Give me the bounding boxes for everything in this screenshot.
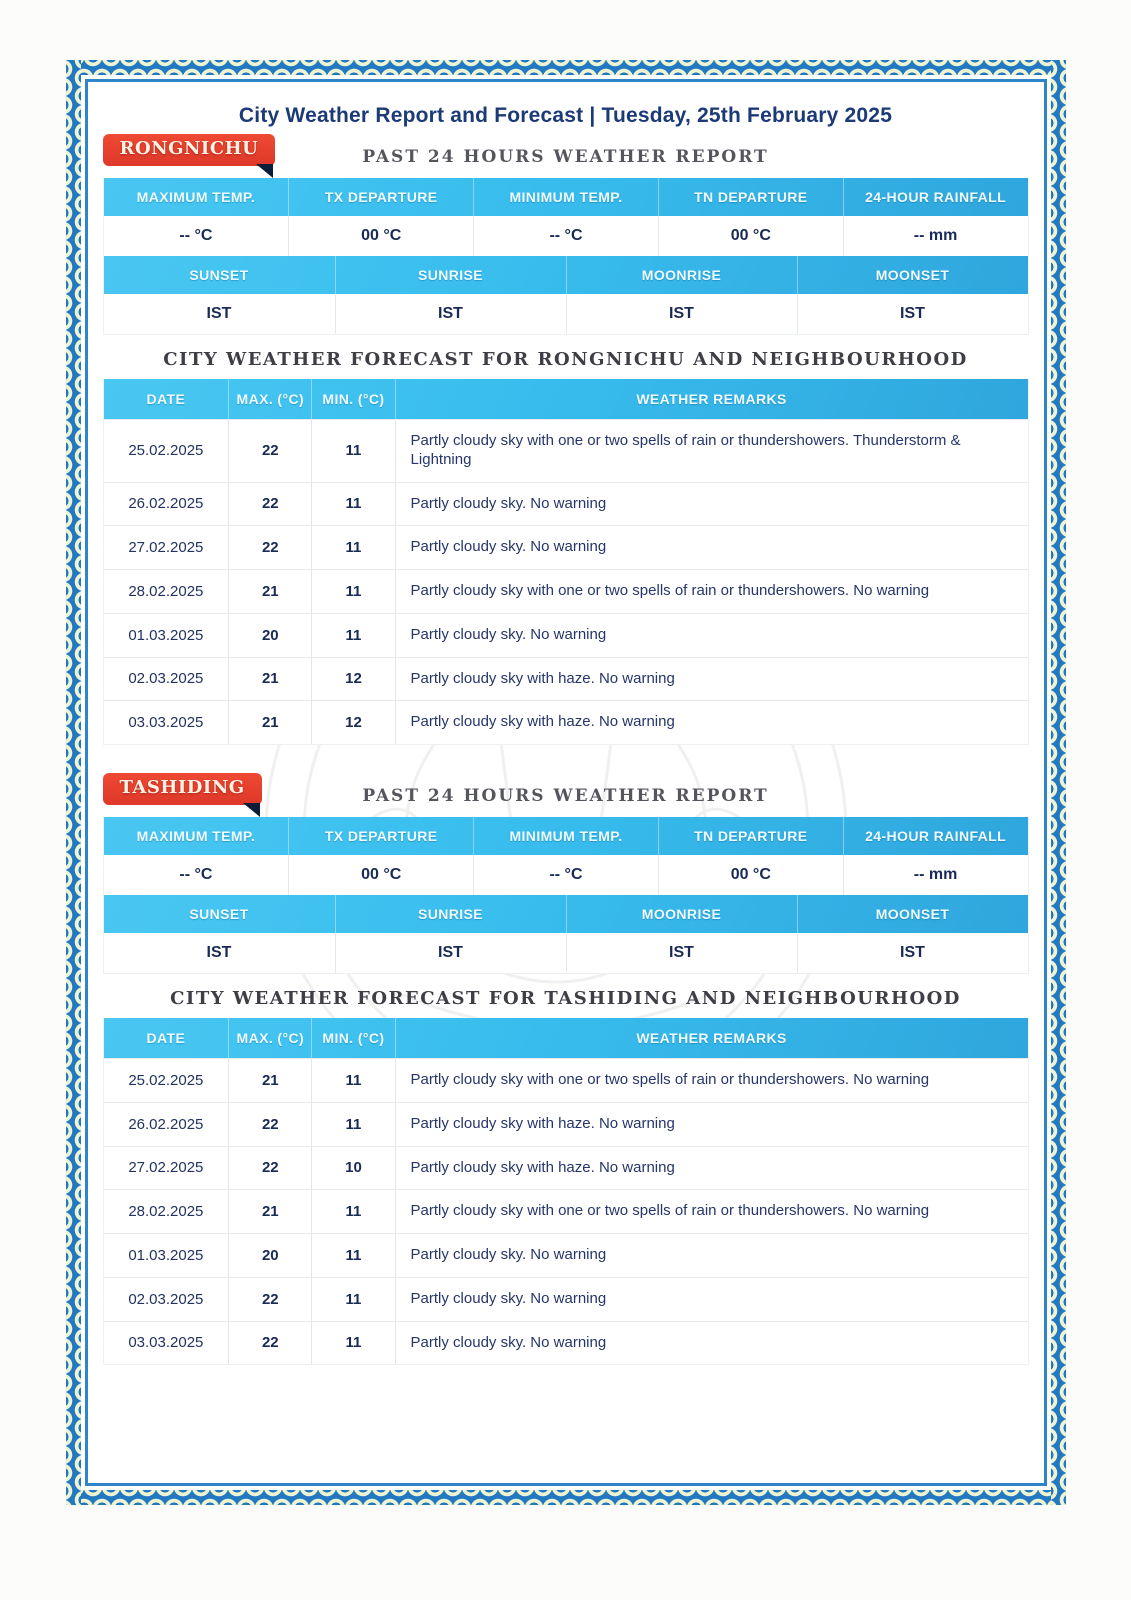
past24-heading: PAST 24 HOURS WEATHER REPORT	[362, 147, 769, 167]
past24-astro-value-cell: IST	[206, 305, 232, 322]
forecast-table-tashiding	[103, 1018, 1029, 1365]
past24-value-cell: -- mm	[843, 216, 1028, 256]
past24-temp-value-row	[104, 216, 1028, 256]
forecast-date-cell: 28.02.2025	[128, 582, 204, 600]
forecast-max-cell: 22	[228, 1278, 311, 1321]
past24-temp-value-row	[104, 855, 1028, 895]
forecast-remarks-cell: Partly cloudy sky. No warning	[395, 483, 1028, 526]
forecast-row	[104, 419, 1028, 482]
border-wave-top	[66, 60, 1066, 75]
forecast-remarks-cell: Partly cloudy sky with one or two spells of rain or thundershowers. Thunderstorm & Lightning	[395, 420, 1028, 482]
forecast-max-cell: 22	[228, 526, 311, 569]
forecast-heading-tashiding: CITY WEATHER FORECAST FOR TASHIDING AND NEIGHBOURHOOD	[170, 988, 961, 1009]
forecast-header-max: MAX. (°C)	[228, 1018, 311, 1058]
forecast-max-cell: 22	[228, 1103, 311, 1146]
forecast-date-cell: 02.03.2025	[128, 670, 204, 688]
forecast-max-cell: 21	[228, 658, 311, 701]
section-header-tashiding	[103, 771, 1029, 817]
forecast-min-cell: 11	[311, 570, 394, 613]
forecast-remarks-cell: Partly cloudy sky with one or two spells of rain or thundershowers. No warning	[395, 1190, 1028, 1233]
document-page	[66, 60, 1066, 1505]
forecast-row	[104, 1146, 1028, 1190]
city-ribbon-label: RONGNICHU	[119, 138, 259, 159]
forecast-min-cell: 11	[311, 1322, 394, 1365]
forecast-date-cell: 01.03.2025	[128, 626, 204, 644]
forecast-row	[104, 482, 1028, 526]
forecast-max-cell: 20	[228, 1234, 311, 1277]
forecast-max-cell: 20	[228, 614, 311, 657]
forecast-header-remarks: WEATHER REMARKS	[395, 379, 1028, 419]
past24-astro-header-cell: MOONRISE	[566, 895, 797, 933]
forecast-max-cell: 22	[228, 420, 311, 482]
forecast-row	[104, 1233, 1028, 1277]
forecast-remarks-cell: Partly cloudy sky with haze. No warning	[395, 658, 1028, 701]
forecast-header-min: MIN. (°C)	[311, 379, 394, 419]
forecast-remarks-cell: Partly cloudy sky. No warning	[395, 1234, 1028, 1277]
forecast-max-cell: 22	[228, 1147, 311, 1190]
past24-value-cell: 00 °C	[658, 855, 843, 895]
ribbon-fold-icon	[243, 803, 260, 817]
past24-header-cell: MAXIMUM TEMP.	[136, 189, 256, 205]
past24-value-cell: -- °C	[179, 866, 213, 883]
forecast-max-cell: 21	[228, 1190, 311, 1233]
forecast-remarks-cell: Partly cloudy sky with one or two spells of rain or thundershowers. No warning	[395, 570, 1028, 613]
forecast-row	[104, 1102, 1028, 1146]
forecast-row	[104, 1058, 1028, 1102]
forecast-table-rongnichu	[103, 379, 1029, 745]
forecast-min-cell: 11	[311, 420, 394, 482]
forecast-header-date: DATE	[146, 1030, 186, 1046]
forecast-remarks-cell: Partly cloudy sky with haze. No warning	[395, 1103, 1028, 1146]
past24-table-rongnichu	[103, 178, 1029, 335]
past24-astro-header-cell: SUNSET	[189, 906, 249, 922]
ribbon-fold-icon	[256, 164, 273, 178]
forecast-min-cell: 12	[311, 658, 394, 701]
forecast-min-cell: 11	[311, 526, 394, 569]
forecast-remarks-cell: Partly cloudy sky. No warning	[395, 1278, 1028, 1321]
past24-header-cell: TN DEPARTURE	[658, 178, 843, 216]
past24-value-cell: -- °C	[473, 855, 658, 895]
past24-value-cell: 00 °C	[288, 855, 473, 895]
forecast-remarks-cell: Partly cloudy sky. No warning	[395, 526, 1028, 569]
forecast-header-date: DATE	[146, 391, 186, 407]
forecast-date-cell: 28.02.2025	[128, 1203, 204, 1221]
forecast-header-row	[104, 379, 1028, 419]
past24-astro-value-cell: IST	[797, 933, 1028, 973]
forecast-header-max: MAX. (°C)	[228, 379, 311, 419]
city-ribbon-rongnichu	[103, 134, 276, 166]
past24-astro-value-cell: IST	[797, 294, 1028, 334]
forecast-header-remarks: WEATHER REMARKS	[395, 1018, 1028, 1058]
forecast-date-cell: 03.03.2025	[128, 714, 204, 732]
past24-astro-header-row	[104, 256, 1028, 294]
forecast-row	[104, 1321, 1028, 1365]
past24-heading: PAST 24 HOURS WEATHER REPORT	[362, 786, 769, 806]
past24-temp-header-row	[104, 178, 1028, 216]
forecast-min-cell: 12	[311, 701, 394, 744]
forecast-remarks-cell: Partly cloudy sky. No warning	[395, 1322, 1028, 1365]
forecast-date-cell: 02.03.2025	[128, 1290, 204, 1308]
forecast-max-cell: 21	[228, 570, 311, 613]
past24-astro-header-cell: MOONSET	[797, 895, 1028, 933]
forecast-min-cell: 10	[311, 1147, 394, 1190]
forecast-date-cell: 26.02.2025	[128, 495, 204, 513]
past24-header-cell: 24-HOUR RAINFALL	[843, 178, 1028, 216]
section-rongnichu	[103, 132, 1029, 745]
border-wave-right	[1051, 60, 1066, 1505]
forecast-remarks-cell: Partly cloudy sky. No warning	[395, 614, 1028, 657]
forecast-date-cell: 01.03.2025	[128, 1246, 204, 1264]
forecast-row	[104, 1189, 1028, 1233]
past24-astro-header-row	[104, 895, 1028, 933]
forecast-min-cell: 11	[311, 1103, 394, 1146]
forecast-max-cell: 21	[228, 1059, 311, 1102]
border-wave-left	[66, 60, 81, 1505]
forecast-heading-rongnichu: CITY WEATHER FORECAST FOR RONGNICHU AND NEIGHBOURHOOD	[163, 349, 968, 370]
forecast-min-cell: 11	[311, 483, 394, 526]
forecast-max-cell: 22	[228, 483, 311, 526]
past24-astro-value-cell: IST	[566, 294, 797, 334]
past24-header-cell: TN DEPARTURE	[658, 817, 843, 855]
forecast-min-cell: 11	[311, 1234, 394, 1277]
forecast-remarks-cell: Partly cloudy sky with one or two spells of rain or thundershowers. No warning	[395, 1059, 1028, 1102]
past24-header-cell: TX DEPARTURE	[288, 178, 473, 216]
past24-value-cell: -- mm	[843, 855, 1028, 895]
past24-astro-value-row	[104, 294, 1028, 334]
past24-astro-value-cell: IST	[566, 933, 797, 973]
past24-astro-header-cell: SUNRISE	[335, 256, 566, 294]
forecast-remarks-cell: Partly cloudy sky with haze. No warning	[395, 701, 1028, 744]
forecast-date-cell: 27.02.2025	[128, 1159, 204, 1177]
forecast-date-cell: 25.02.2025	[128, 1071, 204, 1089]
forecast-header-row	[104, 1018, 1028, 1058]
past24-value-cell: 00 °C	[658, 216, 843, 256]
past24-header-cell: MINIMUM TEMP.	[473, 817, 658, 855]
forecast-min-cell: 11	[311, 614, 394, 657]
forecast-min-cell: 11	[311, 1059, 394, 1102]
section-header-rongnichu	[103, 132, 1029, 178]
city-ribbon-label: TASHIDING	[119, 777, 245, 798]
past24-astro-value-cell: IST	[206, 944, 232, 961]
forecast-row	[104, 569, 1028, 613]
past24-value-cell: 00 °C	[288, 216, 473, 256]
forecast-date-cell: 25.02.2025	[128, 442, 204, 460]
forecast-row	[104, 525, 1028, 569]
past24-value-cell: -- °C	[473, 216, 658, 256]
page-content	[85, 79, 1047, 1486]
past24-header-cell: TX DEPARTURE	[288, 817, 473, 855]
past24-temp-header-row	[104, 817, 1028, 855]
forecast-row	[104, 657, 1028, 701]
page-inner-frame	[81, 75, 1051, 1490]
past24-header-cell: MAXIMUM TEMP.	[136, 828, 256, 844]
past24-astro-header-cell: MOONSET	[797, 256, 1028, 294]
city-ribbon-tashiding	[103, 773, 262, 805]
forecast-date-cell: 26.02.2025	[128, 1115, 204, 1133]
forecast-max-cell: 21	[228, 701, 311, 744]
forecast-min-cell: 11	[311, 1278, 394, 1321]
past24-header-cell: 24-HOUR RAINFALL	[843, 817, 1028, 855]
past24-table-tashiding	[103, 817, 1029, 974]
forecast-max-cell: 22	[228, 1322, 311, 1365]
forecast-header-min: MIN. (°C)	[311, 1018, 394, 1058]
forecast-row	[104, 1277, 1028, 1321]
past24-astro-header-cell: MOONRISE	[566, 256, 797, 294]
forecast-row	[104, 700, 1028, 744]
past24-astro-header-cell: SUNSET	[189, 267, 249, 283]
forecast-date-cell: 27.02.2025	[128, 539, 204, 557]
border-wave-bottom	[66, 1490, 1066, 1505]
past24-astro-value-row	[104, 933, 1028, 973]
past24-header-cell: MINIMUM TEMP.	[473, 178, 658, 216]
page-title: City Weather Report and Forecast | Tuesday, 25th February 2025	[238, 104, 893, 127]
forecast-row	[104, 613, 1028, 657]
past24-astro-value-cell: IST	[335, 933, 566, 973]
past24-astro-header-cell: SUNRISE	[335, 895, 566, 933]
section-tashiding	[103, 771, 1029, 1365]
forecast-date-cell: 03.03.2025	[128, 1334, 204, 1352]
forecast-remarks-cell: Partly cloudy sky with haze. No warning	[395, 1147, 1028, 1190]
past24-astro-value-cell: IST	[335, 294, 566, 334]
forecast-min-cell: 11	[311, 1190, 394, 1233]
past24-value-cell: -- °C	[179, 227, 213, 244]
